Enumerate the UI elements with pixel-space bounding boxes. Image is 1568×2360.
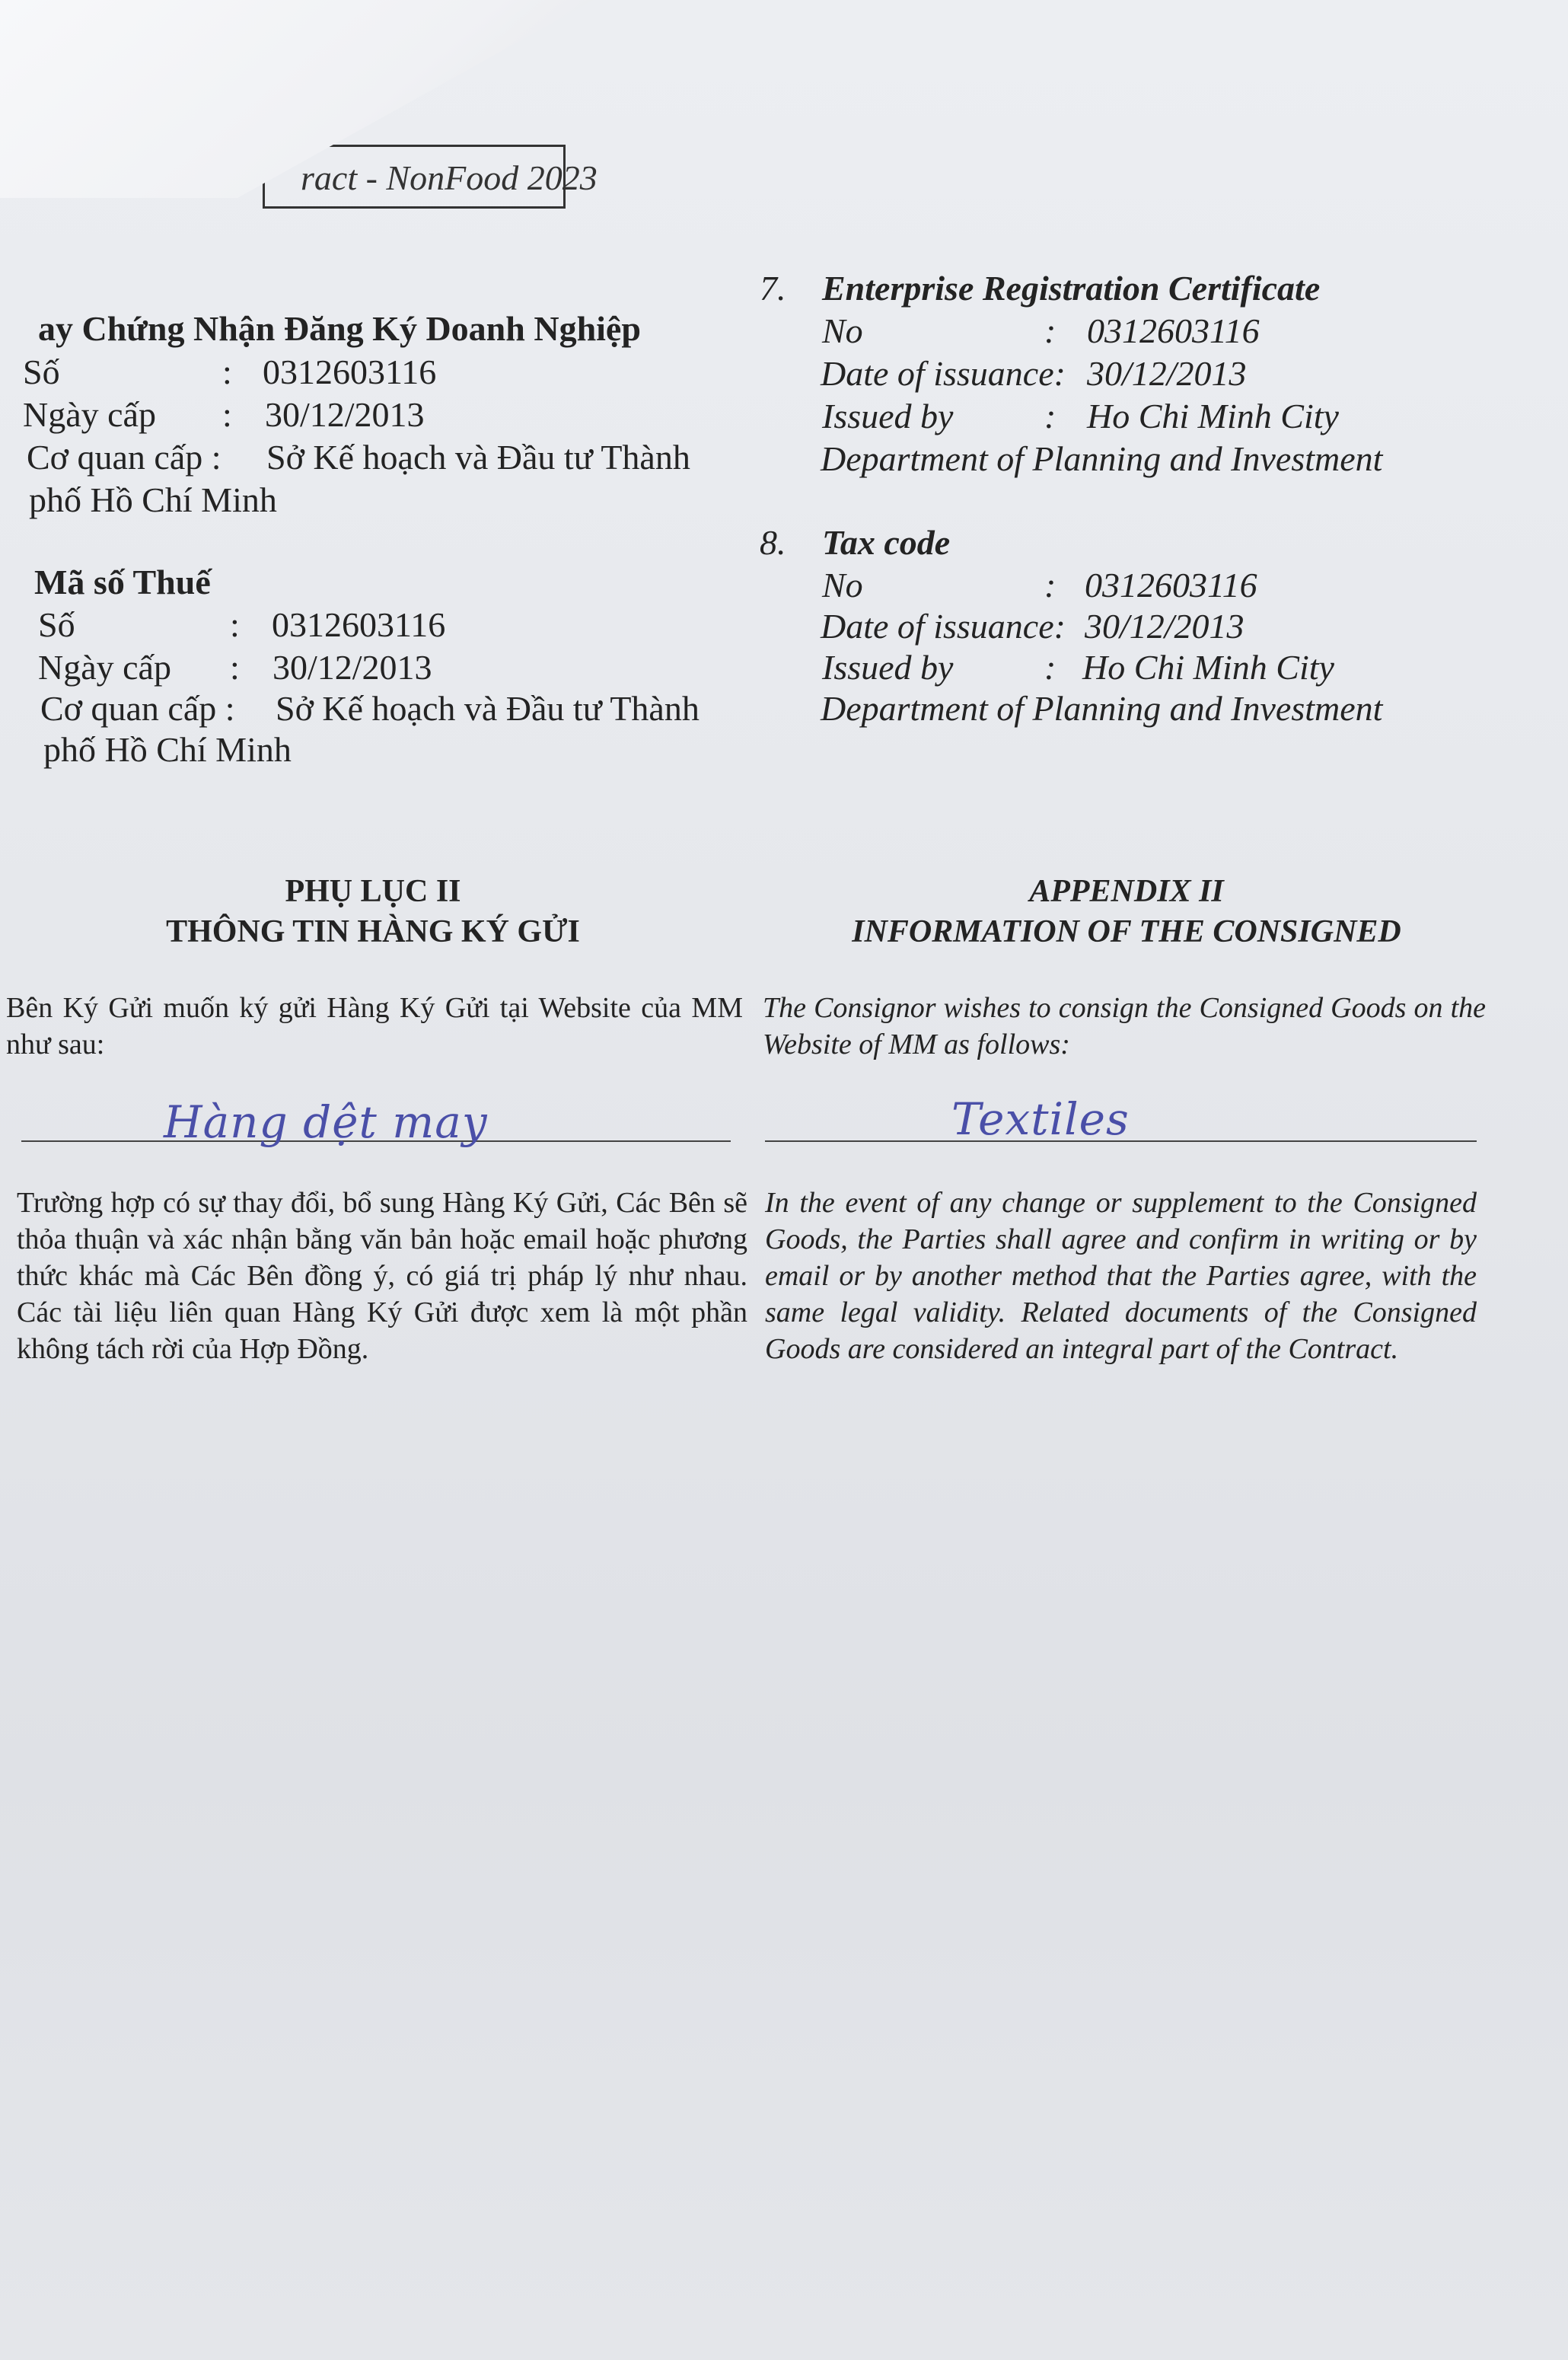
colon: : [222, 395, 232, 434]
cert-coquan-value-2: phố Hồ Chí Minh [29, 480, 277, 519]
cert-title-vi: ay Chứng Nhận Đăng Ký Doanh Nghiệp [38, 309, 641, 348]
item7-date-label: Date of issuance: [821, 354, 1066, 393]
item8-no-label: No [822, 566, 863, 604]
item8-date-label: Date of issuance: [821, 607, 1066, 646]
colon: : [230, 605, 240, 644]
cert-coquan-label: Cơ quan cấp : [27, 438, 221, 477]
item8-number: 8. [760, 523, 786, 562]
tax-ngay-label: Ngày cấp [38, 648, 171, 687]
body-en: In the event of any change or supplement to the Consigned Goods, the Parties shall agree and confirm in writing or by email or by another method that the Parties agree, with the same legal validity. Related documents of the Consigned Goods are considered an integral part of the Contract. [765, 1187, 1477, 1365]
cert-so-value: 0312603116 [263, 352, 437, 391]
colon: : [222, 352, 232, 391]
tax-so-value: 0312603116 [272, 605, 446, 644]
colon: : [230, 648, 240, 687]
body-vi: Trường hợp có sự thay đổi, bổ sung Hàng Ký Gửi, Các Bên sẽ thỏa thuận và xác nhận bằng văn bản hoặc email hoặc phương thức khác mà Các Bên đồng ý, có giá trị pháp lý như nhau. Các tài liệu liên quan Hàng Ký Gửi được xem là một phần không tách rời của Hợp Đồng. [17, 1187, 747, 1365]
item7-dept: Department of Planning and Investment [821, 439, 1383, 478]
tax-title-vi: Mã số Thuế [34, 563, 211, 601]
colon: : [1044, 648, 1056, 687]
item7-title: Enterprise Registration Certificate [822, 269, 1321, 308]
cert-ngay-value: 30/12/2013 [265, 395, 425, 434]
item8-no-value: 0312603116 [1085, 566, 1257, 604]
item8-dept: Department of Planning and Investment [821, 689, 1383, 728]
item8-issued-label: Issued by [822, 648, 954, 687]
colon: : [1044, 397, 1056, 435]
appendix-title-en: APPENDIX II [1029, 874, 1224, 909]
appendix-subtitle-en: INFORMATION OF THE CONSIGNED [852, 914, 1401, 949]
cert-so-label: Số [23, 352, 60, 391]
cert-coquan-value-1: Sở Kế hoạch và Đầu tư Thành [266, 438, 690, 477]
colon: : [1044, 566, 1056, 604]
intro-en: The Consignor wishes to consign the Consigned Goods on the Website of MM as follows: [763, 992, 1486, 1060]
tax-coquan-label: Cơ quan cấp : [40, 689, 235, 728]
appendix-title-vi: PHỤ LỤC II [285, 874, 461, 909]
item7-no-value: 0312603116 [1087, 311, 1260, 350]
cert-ngay-label: Ngày cấp [23, 395, 156, 434]
item7-date-value: 30/12/2013 [1087, 354, 1247, 393]
item8-date-value: 30/12/2013 [1085, 607, 1245, 646]
item7-issued-value: Ho Chi Minh City [1087, 397, 1339, 435]
handwritten-goods-vi: Hàng dệt may [164, 1096, 488, 1148]
item8-title: Tax code [822, 523, 951, 562]
item7-issued-label: Issued by [822, 397, 954, 435]
tax-coquan-value-2: phố Hồ Chí Minh [43, 730, 292, 769]
tax-ngay-value: 30/12/2013 [272, 648, 432, 687]
item7-no-label: No [822, 311, 863, 350]
handwritten-goods-en: Textiles [951, 1093, 1130, 1145]
item7-number: 7. [760, 269, 786, 308]
header-label: ract - NonFood 2023 [301, 158, 598, 197]
tax-coquan-value-1: Sở Kế hoạch và Đầu tư Thành [276, 689, 700, 728]
tax-so-label: Số [38, 605, 75, 644]
intro-vi: Bên Ký Gửi muốn ký gửi Hàng Ký Gửi tại Website của MM như sau: [6, 992, 743, 1060]
appendix-subtitle-vi: THÔNG TIN HÀNG KÝ GỬI [166, 914, 580, 949]
colon: : [1044, 311, 1056, 350]
item8-issued-value: Ho Chi Minh City [1082, 648, 1334, 687]
